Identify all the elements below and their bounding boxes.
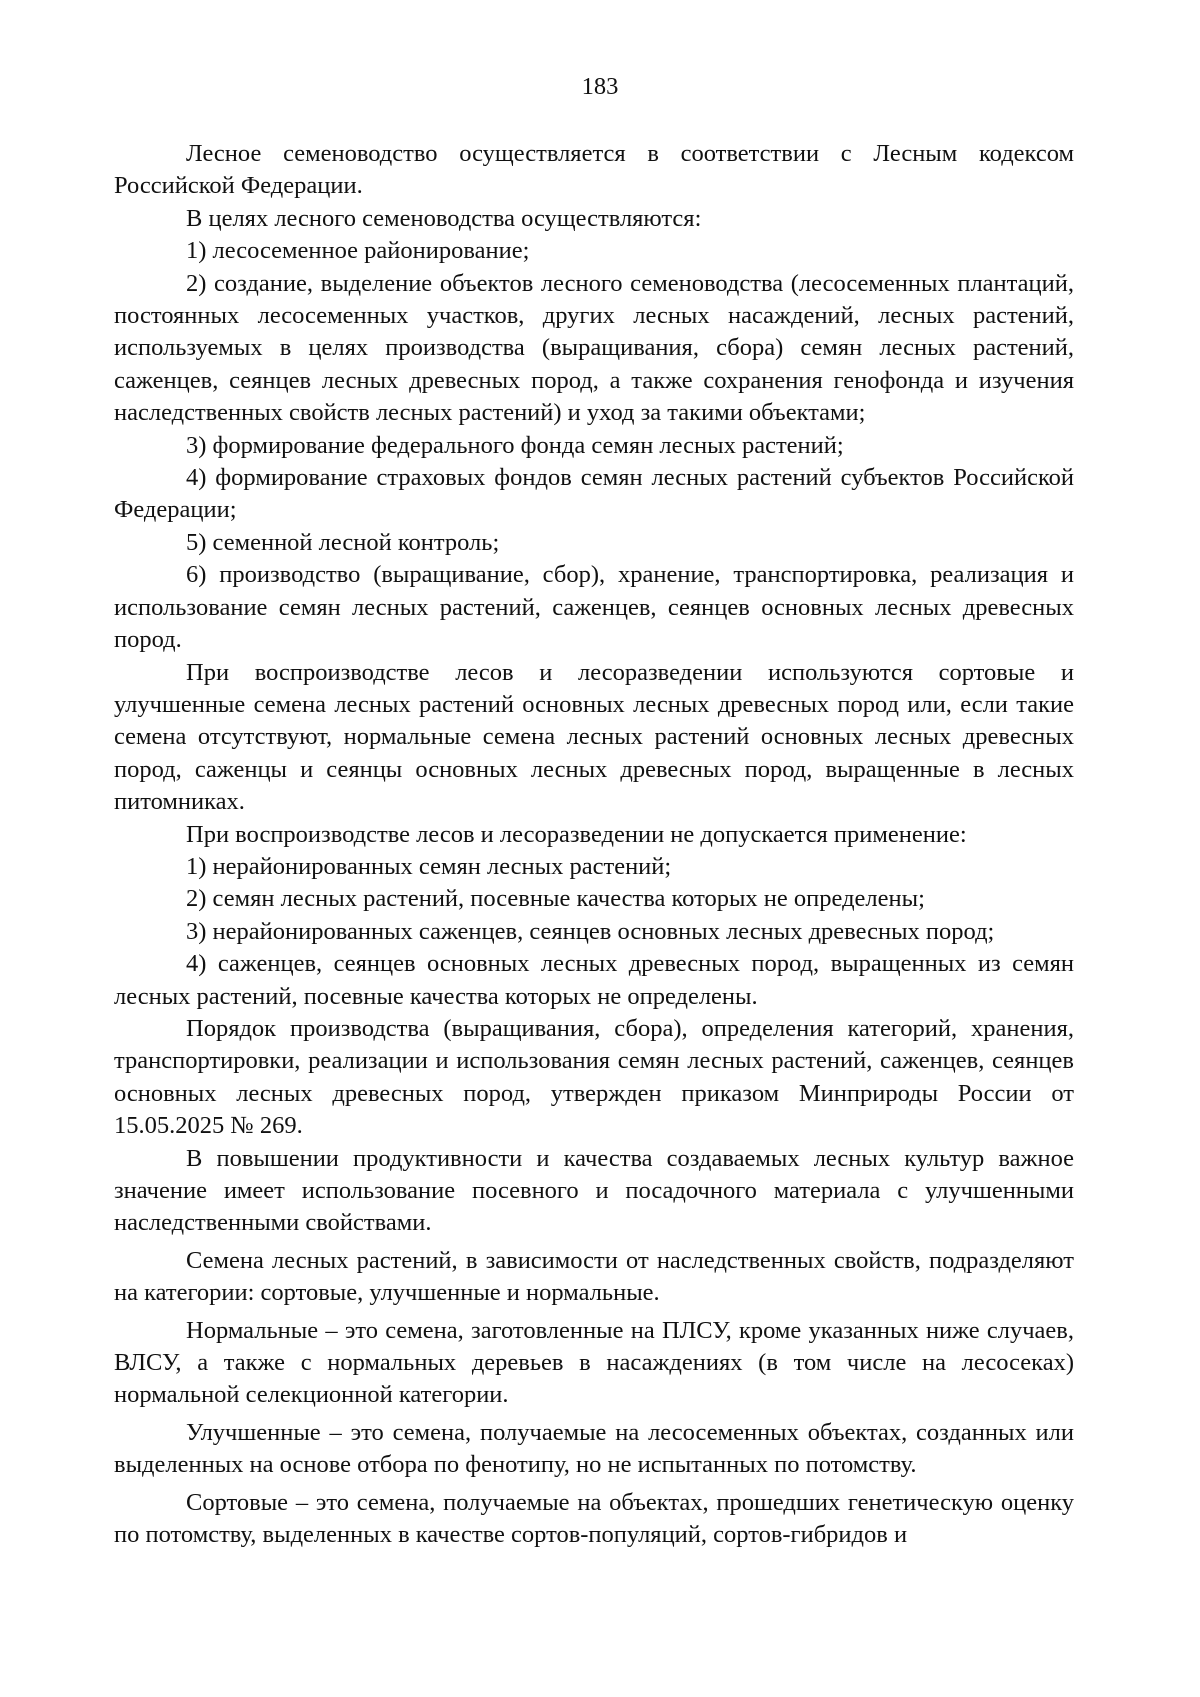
paragraph: Сортовые – это семена, получаемые на объектах, прошедших генетическую оценку по потомству, выделенных в качестве сортов-популяций, сортов-гибридов и (114, 1488, 1074, 1549)
list-item: 3) формирование федерального фонда семян лесных растений; (186, 431, 844, 459)
list-item: 6) производство (выращивание, сбор), хранение, транспортировка, реализация и использование семян лесных растений, саженцев, сеянцев основных лесных древесных пород. (114, 561, 1074, 654)
list-item: 2) создание, выделение объектов лесного семеноводства (лесосеменных плантаций, постоянных лесосеменных участков, других лесных насаждений, лесных растений, используемых в целях производства (выращивания, сбора) семян лесных растений, саженцев, сеянцев лесных древесных пород, а также сохранения генофонда и изучения наследственных свойств лесных растений) и уход за такими объектами; (114, 269, 1074, 427)
list-item: 1) нерайонированных семян лесных растений; (186, 852, 672, 880)
list-item: 1) лесосеменное районирование; (186, 237, 530, 265)
paragraph: Порядок производства (выращивания, сбора), определения категорий, хранения, транспортировки, реализации и использования семян лесных растений, саженцев, сеянцев основных лесных древесных пород, утвержден приказом Минприроды России от 15.05.2025 № 269. (114, 1014, 1074, 1140)
list-item: 5) семенной лесной контроль; (186, 528, 500, 556)
list-item: 2) семян лесных растений, посевные качества которых не определены; (186, 885, 925, 913)
document-body (114, 138, 1074, 1551)
page-number: 183 (581, 73, 619, 100)
paragraph: Улучшенные – это семена, получаемые на лесосеменных объектах, созданных или выделенных на основе отбора по фенотипу, но не испытанных по потомству. (114, 1418, 1074, 1479)
list-item: 4) саженцев, сеянцев основных лесных древесных пород, выращенных из семян лесных растений, посевные качества которых не определены. (114, 950, 1074, 1010)
list-item: 3) нерайонированных саженцев, сеянцев основных лесных древесных пород; (186, 917, 995, 945)
list-item: 4) формирование страховых фондов семян лесных растений субъектов Российской Федерации; (114, 464, 1074, 524)
paragraph: В целях лесного семеноводства осуществляются: (186, 204, 702, 232)
paragraph: Семена лесных растений, в зависимости от наследственных свойств, подразделяют на категории: сортовые, улучшенные и нормальные. (114, 1246, 1074, 1307)
paragraph: При воспроизводстве лесов и лесоразведении используются сортовые и улучшенные семена лесных растений основных лесных древесных пород или, если такие семена отсутствуют, нормальные семена лесных растений основных лесных древесных пород, саженцы и сеянцы основных лесных древесных пород, выращенные в лесных питомниках. (114, 658, 1074, 816)
paragraph: При воспроизводстве лесов и лесоразведении не допускается применение: (186, 820, 967, 848)
paragraph: Нормальные – это семена, заготовленные на ПЛСУ, кроме указанных ниже случаев, ВЛСУ, а также с нормальных деревьев в насаждениях (в том числе на лесосеках) нормальной селекционной категории. (114, 1316, 1074, 1409)
paragraph: Лесное семеноводство осуществляется в соответствии с Лесным кодексом Российской Федерации. (114, 140, 1074, 200)
paragraph: В повышении продуктивности и качества создаваемых лесных культур важное значение имеет использование посевного и посадочного материала с улучшенными наследственными свойствами. (114, 1144, 1074, 1237)
